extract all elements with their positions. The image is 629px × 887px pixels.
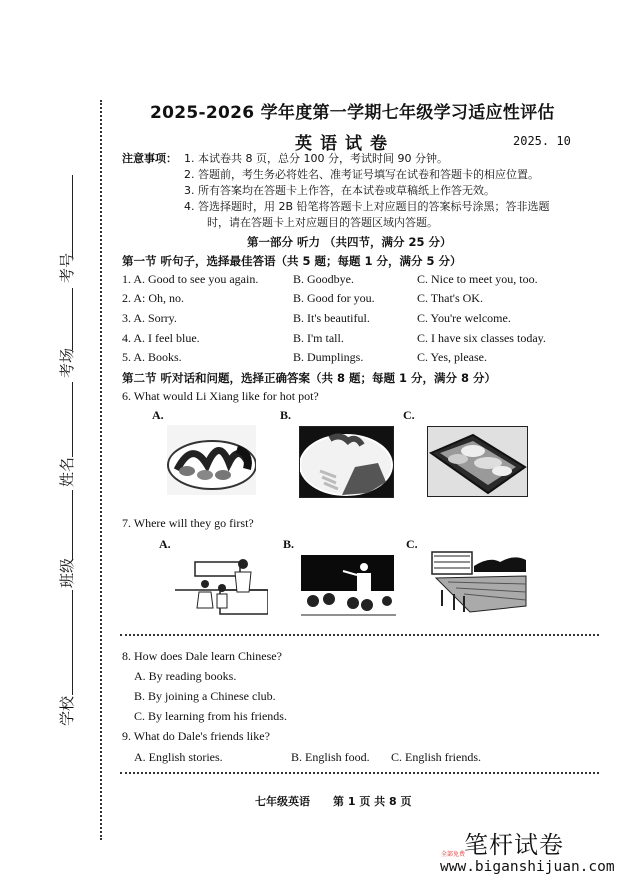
q7-image-c-sports-field bbox=[430, 548, 528, 614]
q6-option-c-label: C. bbox=[403, 408, 415, 422]
question-7-text: 7. Where will they go first? bbox=[122, 516, 254, 530]
school-label: 学校 bbox=[58, 695, 76, 726]
school-blank[interactable] bbox=[72, 590, 73, 695]
q7-image-a-shop bbox=[175, 552, 268, 618]
option-c: C. You're welcome. bbox=[417, 311, 511, 325]
q7-option-c-label: C. bbox=[406, 537, 418, 551]
part1-heading: 第一部分 听力 （共四节，满分 25 分） bbox=[247, 235, 452, 249]
option-b: B. Good for you. bbox=[293, 291, 375, 305]
option-b: B. Dumplings. bbox=[293, 350, 364, 364]
exam-room-label: 考场 bbox=[58, 347, 76, 378]
option-a: 4. A. I feel blue. bbox=[122, 331, 200, 345]
name-blank[interactable] bbox=[72, 382, 73, 457]
notice-item-continuation: 时，请在答题卡上对应题目的答题区域内答题。 bbox=[207, 216, 438, 229]
section2-heading: 第二节 听对话和问题，选择正确答案（共 8 题；每题 1 分，满分 8 分） bbox=[122, 371, 497, 385]
q7-option-a-label: A. bbox=[159, 537, 171, 551]
name-label: 姓名 bbox=[58, 456, 76, 487]
exam-title: 2025-2026 学年度第一学期七年级学习适应性评估 bbox=[150, 103, 555, 123]
exam-number-label: 考号 bbox=[58, 252, 76, 283]
option-b: B. It's beautiful. bbox=[293, 311, 370, 325]
footer-subject: 七年级英语 bbox=[255, 795, 310, 808]
option-a: 2. A: Oh, no. bbox=[122, 291, 185, 305]
notice-item: 3. 所有答案均在答题卡上作答，在本试卷或草稿纸上作答无效。 bbox=[184, 184, 495, 197]
dotted-separator bbox=[120, 634, 599, 636]
meat-plate-icon bbox=[300, 427, 393, 497]
class-blank[interactable] bbox=[72, 490, 73, 560]
option-a: 5. A. Books. bbox=[122, 350, 182, 364]
notice-label: 注意事项： bbox=[122, 152, 177, 165]
exam-date: 2025. 10 bbox=[513, 134, 571, 148]
classroom-icon bbox=[301, 555, 396, 618]
exam-room-blank[interactable] bbox=[72, 288, 73, 350]
shop-counter-icon bbox=[175, 552, 268, 618]
question-9-text: 9. What do Dale's friends like? bbox=[122, 729, 270, 743]
dotted-separator bbox=[120, 772, 599, 774]
option-a: 3. A. Sorry. bbox=[122, 311, 177, 325]
question-6-text: 6. What would Li Xiang like for hot pot? bbox=[122, 389, 319, 403]
option-c: C. Yes, please. bbox=[417, 350, 488, 364]
watermark-url[interactable]: www.biganshijuan.com bbox=[440, 859, 615, 875]
q8-option-c: C. By learning from his friends. bbox=[134, 709, 287, 723]
q9-option-b: B. English food. bbox=[291, 750, 370, 764]
section1-heading: 第一节 听句子，选择最佳答语（共 5 题；每题 1 分，满分 5 分） bbox=[122, 254, 462, 268]
q7-option-b-label: B. bbox=[283, 537, 295, 551]
watermark-tag: 全部免费 bbox=[441, 851, 466, 858]
sports-field-icon bbox=[430, 548, 528, 614]
option-b: B. Goodbye. bbox=[293, 272, 354, 286]
q6-image-c-rolls bbox=[427, 426, 528, 497]
question-8-text: 8. How does Dale learn Chinese? bbox=[122, 649, 282, 663]
option-c: C. Nice to meet you, too. bbox=[417, 272, 538, 286]
notice-item: 2. 答题前，考生务必将姓名、准考证号填写在试卷和答题卡的相应位置。 bbox=[184, 168, 539, 181]
footer-page-number: 第 1 页 共 8 页 bbox=[333, 795, 412, 808]
q6-image-b-meat bbox=[299, 426, 394, 498]
q6-image-a-vegetables bbox=[166, 424, 257, 496]
meat-rolls-tray-icon bbox=[428, 427, 527, 496]
q6-option-a-label: A. bbox=[152, 408, 164, 422]
notice-item: 1. 本试卷共 8 页，总分 100 分，考试时间 90 分钟。 bbox=[184, 152, 448, 165]
option-c: C. I have six classes today. bbox=[417, 331, 546, 345]
option-b: B. I'm tall. bbox=[293, 331, 344, 345]
q6-option-b-label: B. bbox=[280, 408, 292, 422]
binding-dotted-line bbox=[100, 100, 102, 840]
q7-image-b-classroom bbox=[301, 555, 396, 618]
option-a: 1. A. Good to see you again. bbox=[122, 272, 259, 286]
q9-option-c: C. English friends. bbox=[391, 750, 481, 764]
q8-option-b: B. By joining a Chinese club. bbox=[134, 689, 276, 703]
vegetable-plate-icon bbox=[167, 425, 256, 495]
class-label: 班级 bbox=[58, 557, 76, 588]
q9-option-a: A. English stories. bbox=[134, 750, 223, 764]
exam-number-blank[interactable] bbox=[72, 175, 73, 257]
notice-item: 4. 答选择题时，用 2B 铅笔将答题卡上对应题目的答案标号涂黑；答非选题 bbox=[184, 200, 550, 213]
watermark-title: 笔杆试卷 bbox=[464, 831, 564, 859]
q8-option-a: A. By reading books. bbox=[134, 669, 237, 683]
exam-subtitle: 英语试卷 bbox=[295, 134, 395, 154]
option-c: C. That's OK. bbox=[417, 291, 483, 305]
